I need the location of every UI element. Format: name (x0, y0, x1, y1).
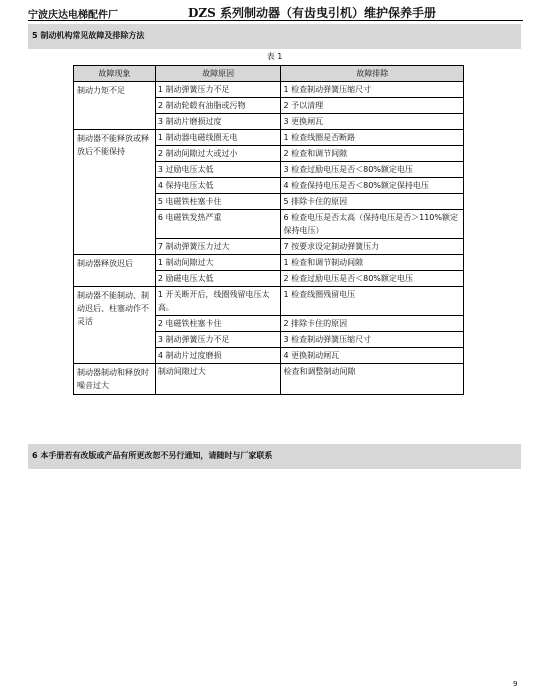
section-6-heading (28, 444, 521, 469)
fault-cause-cell: 6 电磁铁发热严重 (155, 210, 281, 239)
fault-fix-cell: 5 排除卡住的原因 (281, 194, 464, 210)
fault-cause-cell: 2 励磁电压太低 (155, 271, 281, 287)
fault-cause-cell: 7 制动弹簧压力过大 (155, 239, 281, 255)
fault-cause-cell: 2 制动轮毂有油脂或污物 (155, 98, 281, 114)
fault-fix-cell: 4 更换制动闸瓦 (281, 348, 464, 364)
table-header-row (74, 66, 464, 82)
fault-fix-cell: 1 检查线圈是否断路 (281, 130, 464, 146)
table-caption: 表 1 (266, 52, 283, 61)
fault-fix-cell: 3 检查制动弹簧压缩尺寸 (281, 332, 464, 348)
fault-fix-cell: 4 检查保持电压是否＜80%额定保持电压 (281, 178, 464, 194)
fault-phenomenon-cell: 制动器制动和释放时噪音过大 (74, 364, 156, 395)
table-row (74, 364, 464, 395)
fault-cause-cell: 2 电磁铁柱塞卡住 (155, 316, 281, 332)
fault-fix-cell: 7 按要求设定制动弹簧压力 (281, 239, 464, 255)
header-cause: 故障原因 (155, 66, 281, 82)
fault-fix-cell: 2 排除卡住的原因 (281, 316, 464, 332)
fault-phenomenon-cell: 制动器不能释放或释放后不能保持 (74, 130, 156, 255)
fault-cause-cell: 1 制动弹簧压力不足 (155, 82, 281, 98)
fault-phenomenon-cell: 制动器不能制动、制动迟后、柱塞动作不灵活 (74, 287, 156, 364)
fault-cause-cell: 3 制动弹簧压力不足 (155, 332, 281, 348)
fault-cause-cell: 1 制动器电磁线圈无电 (155, 130, 281, 146)
header-phenomenon: 故障现象 (74, 66, 156, 82)
fault-fix-cell: 2 予以清理 (281, 98, 464, 114)
fault-cause-cell: 4 制动片过度磨损 (155, 348, 281, 364)
table-body (74, 82, 464, 395)
section-5-title: 5 制动机构常见故障及排除方法 (32, 31, 145, 40)
table-row (74, 82, 464, 98)
fault-cause-cell: 4 保持电压太低 (155, 178, 281, 194)
fault-cause-cell: 3 过励电压太低 (155, 162, 281, 178)
fault-fix-cell: 1 检查线圈残留电压 (281, 287, 464, 316)
fault-phenomenon-cell: 制动器释放迟后 (74, 255, 156, 287)
page-number: 9 (513, 680, 518, 688)
fault-fix-cell: 3 检查过励电压是否＜80%额定电压 (281, 162, 464, 178)
table-row (74, 130, 464, 146)
fault-fix-cell: 1 检查制动弹簧压缩尺寸 (281, 82, 464, 98)
fault-cause-cell: 1 开关断开后，线圈残留电压太高。 (155, 287, 281, 316)
company-name: 宁波庆达电梯配件厂 (28, 10, 118, 21)
fault-fix-cell: 1 检查和调节制动间隙 (281, 255, 464, 271)
header-fix: 故障排除 (281, 66, 464, 82)
fault-cause-cell: 制动间隙过大 (155, 364, 281, 395)
fault-cause-cell: 1 制动间隙过大 (155, 255, 281, 271)
table-row (74, 287, 464, 316)
fault-fix-cell: 3 更换闸瓦 (281, 114, 464, 130)
fault-fix-cell: 2 检查过励电压是否＜80%额定电压 (281, 271, 464, 287)
section-5-heading (28, 24, 521, 49)
table-row (74, 255, 464, 271)
fault-table (73, 65, 464, 395)
fault-fix-cell: 2 检查和调节间隙 (281, 146, 464, 162)
section-6-title: 6 本手册若有改版或产品有所更改恕不另行通知，请随时与厂家联系 (32, 451, 273, 460)
fault-cause-cell: 2 制动间隙过大或过小 (155, 146, 281, 162)
fault-cause-cell: 5 电磁铁柱塞卡住 (155, 194, 281, 210)
fault-fix-cell: 6 检查电压是否太高（保持电压是否＞110%额定保持电压） (281, 210, 464, 239)
fault-phenomenon-cell: 制动力矩不足 (74, 82, 156, 130)
header-rule (28, 20, 523, 21)
fault-cause-cell: 3 制动片磨损过度 (155, 114, 281, 130)
fault-fix-cell: 检查和调整制动间隙 (281, 364, 464, 395)
document-title: DZS 系列制动器（有齿曳引机）维护保养手册 (188, 6, 437, 20)
